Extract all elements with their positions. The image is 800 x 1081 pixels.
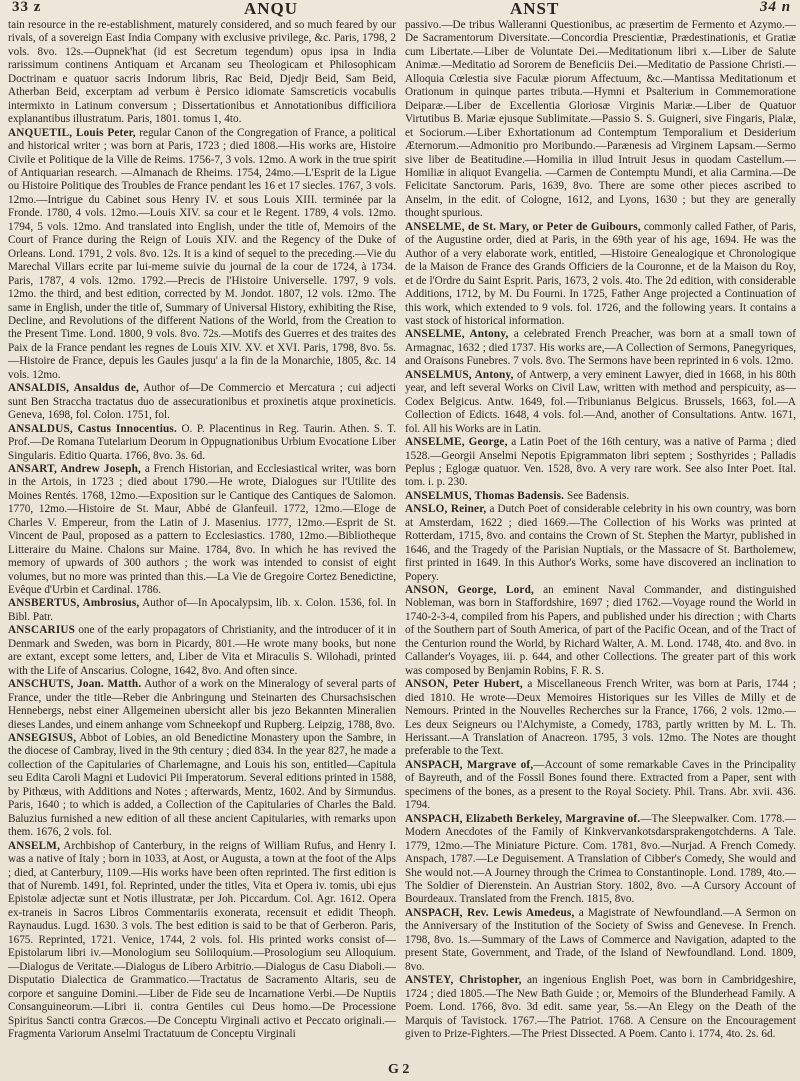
dictionary-entry — [8, 678, 396, 732]
entry-headword: ANSELM, — [8, 839, 61, 852]
entry-text: a French Historian, and Ecclesiastical writer, was born in the Artois, in 1723 ; died about 1790.—He wrote, Dialogues sur l'Utilite des Moines Rentés. 1768, 12mo.—Exposition sur le Cantique des Cantiques de Salomon. 1770, 12mo.—Histoire de St. Maur, Abbé de Glanfeuil. 1772, 12mo.—Eloge de Charles V. Empereur, from the Latin of J. Masenius. 1777, 12mo.—Esprit de St. Vincent de Paul, proposed as a pattern to Ecclesiastics. 1780, 12mo.—Bibliotheque Litteraire du Maine. Chalons sur Maine. 1784, 8vo. In which he has revived the memory of upwards of 300 authors ; the work was intended to consist of eight volumes, but no more was printed than this.—La Vie de Gregoire Cortez Benedictine, Evêque d'Urbin et Cardinal. 1786. — [8, 462, 396, 597]
entry-text: tain resource in the re-establishment, maturely considered, and so much feared by our rivals, of a sovereign East India Company with exclusive privilege, &c. Paris, 1798, 2 vols. 8vo. 12s.—Oupnek'hat (id est Secretum tegendum) opus ipsa in India rarissimum continens Antiquam et Arcanam seu Theologicam et Philosophicam Doctrinam e quatuor sacris Indorum libris, Rac Beid, Djedjr Beid, Sam Beid, Atherban Beid, excerptam ad verbum è Persico idiomate Samscreticis vocabulis intermixto in Latinum conversum ; Dissertationibus et Annotationibus difficiliora explanantibus illustratum. Paris, 1801. tomus 1, 4to. — [8, 19, 396, 126]
entry-headword: ANQUETIL, Louis Peter, — [8, 126, 136, 139]
entry-text: Abbot of Lobies, an old Benedictine Monastery upon the Sambre, in the diocese of Cambray, lived in the 9th century ; died 834. In the year 827, he made a collection of the Capitularies of Charlemagne, and Louis his son, entitled—Capitula seu Edita Caroli Magni et Ludovici Pii Imperatorum. Several editions printed in 1588, by Pithœus, with Additions and Notes ; afterwards, Mentz, 1602. And by Sirmundus. Paris, 1640 ; to which is added, a Collection of the Capitularies of Charles the Bald. Baluzius furnished a new edition of all these ancient Capitularies, with remarks upon them. 1676, 2 vols. fol. — [8, 732, 396, 839]
page-number-right: 34 n — [760, 0, 792, 15]
entry-text: a Dutch Poet of considerable celebrity in his own country, was born at Amsterdam, 1622 ; died 1669.—The Collection of his Works was printed at Rotterdam, 1715, 8vo. and contains the Crown of St. Stephen the Martyr, published in 1646, and the Tragedy of the Parisian Nuptials, or the Massacre of St. Bartholemew, first printed in 1649. In this Author's Works, some have discovered an inclination to Popery. — [405, 503, 796, 583]
entry-headword: ANSALDUS, Castus Innocentius. — [8, 422, 177, 435]
entry-headword: ANSCARIUS — [8, 624, 76, 637]
entry-headword: ANSALDIS, Ansaldus de, — [8, 382, 140, 395]
entry-text: Archbishop of Canterbury, in the reigns of William Rufus, and Henry I. was a native of Italy ; born in 1033, at Aost, or Augusta, a town at the foot of the Alps ; died, at Canterbury, 1109.—His works have been often reprinted. The first edition is that of Nuremb. 1491, fol. Reprinted, under the titles, Vita et Opera iv. tomis, ubi ejus Epistolæ adjectæ sunt et Notis illustratæ, per Joh. Piccardum. Col. Agr. 1612. Opera ex-traneis in Sacros Libros Commentariis exonerata, recensuit et edidit Theoph. Raynaudus. Lugd. 1630. 3 vols. The best edition is said to be that of Gerberon. Paris, 1675. Reprinted, 1721. Venice, 1744, 2 vols. fol. His printed works consist of—Epistolarum libri iv.—Monologium seu Soliloquium.—Prosologium seu Alloquium.—Dialogus de Veritate.—Dialogus de Libero Arbitrio.—Dialogus de Casu Diaboli.—Disputatio Dialectica de Grammatico.—Tractatus de Sacramento Altaris, seu de corpore et sanguine Domini.—Liber de Fide seu de Incarnatione Verbi.—De Nuptiis Consanguineorum.—Libri ii. contra Gentiles cui Deus homo.—De Processione Spiritus Sancti contra Græcos.—De Conceptu Virginali activo et Peccato originali.—Fragmenta Variorum Anselmi Tractatuum de Conceptu Virginali — [8, 839, 396, 1040]
entry-headword: ANSPACH, Rev. Lewis Amedeus, — [405, 906, 575, 919]
entry-text: regular Canon of the Congregation of France, a political and historical writer ; was born at Paris, 1723 ; died 1808.—His works are, Histoire Civile et Politique de la Ville de Reims. 1756-7, 3 vols. 12mo. A work in the true spirit of Antiquarian research. —Almanach de Rheims. 1754, 24mo.—L'Esprit de la Ligue ou Histoire Politique des Troubles de France pendant les 16 et 17 siecles. 1767, 3 vols. 12mo.—Intrigue du Cabinet sous Henry IV. et sous Louis XIII. terminée par la Fronde. 1780, 4 vols. 12mo.—Louis XIV. sa cour et le Regent. 1789, 4 vols. 12mo. 1794, 5 vols. 12mo. And translated into English, under the title of, Memoirs of the Court of France during the Reign of Louis XIV. and the Regency of the Duke of Orleans. Lond. 1791, 2 vols. 8vo. 12s. It is a kind of sequel to the preceding.—Vie du Marechal Villars ecrite par lui-meme suivie du journal de la cour de 1724, à 1734. Paris, 1787, 4 vols. 12mo. 1792.—Precis de l'Histoire Universelle. 1797, 9 vols. 12mo. the third, and best edition, corrected by M. Jondot. 1807, 12 vols. 12mo. The same in English, under the title of, Summary of Universal History, exhibiting the Rise, Decline, and Revolutions of the different Nations of the World, from the Creation to the Present Time. Lond. 1800, 9 vols. 8vo. 72s.—Motifs des Guerres et des traites des Paix de la France pendant les regnes de Louis XIV. XV. et XVI. Paris, 1798, 8vo. 5s.—Histoire de France, depuis les Gaules jusqu' a la fin de la Monarchie, 1805, &c. 14 vols. 12mo. — [8, 126, 397, 381]
entry-headword: ANSELME, de St. Mary, or Peter de Guibours, — [405, 220, 641, 233]
entry-headword: ANSPACH, Elizabeth Berkeley, Margravine of. — [405, 812, 641, 825]
dictionary-entry — [8, 19, 396, 127]
entry-headword: ANSPACH, Margrave of, — [405, 758, 534, 771]
dictionary-entry — [405, 678, 796, 759]
entry-headword: ANSELMUS, Antony, — [405, 368, 514, 381]
dictionary-entry — [405, 813, 796, 907]
entry-headword: ANSEGISUS, — [8, 732, 77, 745]
page-number-left: 33 z — [12, 0, 42, 15]
dictionary-entry — [405, 974, 796, 1041]
entry-text: commonly called Father, of Paris, of the Augustine order, died at Paris, in the 69th year of his age, 1694. He was the Author of a very elaborate work, entitled, —Histoire Genealogique et Chronologique de la Maison de France des Grands Officiers de la Couronne, et de la Maison du Roy, et de l'Ordre du Saint Esprit. Paris, 1673, 2 vols. 4to. The 2d edition, with considerable Additions, 1712, by M. Du Fourni. In 1725, Father Ange projected a Continuation of this work, which extended to 9 vols. fol. 1726, and the following years. It contains a vast stock of historical information. — [405, 220, 796, 327]
entry-text: one of the early propagators of Christianity, and the introducer of it in Denmark and Sweden, was born in Picardy, 801.—He wrote many books, but none are extant, except some letters, and, Liber de Vita et Miraculis S. Wilohadi, printed with the Life of Anscarius. Cologne, 1642, 8vo. And often since. — [8, 624, 396, 677]
dictionary-entry — [405, 759, 796, 813]
entry-headword: ANSELME, Antony, — [405, 328, 509, 341]
dictionary-entry — [405, 328, 796, 368]
dictionary-entry — [405, 19, 796, 221]
dictionary-entry — [8, 423, 396, 463]
dictionary-entry — [8, 463, 396, 598]
running-head-left: ANQU — [244, 0, 299, 18]
right-column — [405, 19, 796, 1041]
entry-headword: ANSELME, George, — [405, 436, 508, 449]
entry-headword: ANSBERTUS, Ambrosius, — [8, 597, 140, 610]
dictionary-entry — [405, 221, 796, 329]
dictionary-entry — [8, 127, 396, 383]
entry-headword: ANSCHUTS, Joan. Matth. — [8, 678, 142, 691]
running-head-right: ANST — [510, 0, 560, 18]
entry-text: —The Sleepwalker. Com. 1778.—Modern Anecdotes of the Family of Kinkvervankotsdarsprakengotchderns. A Tale. 1779, 12mo.—The Miniature Picture. Com. 1781, 8vo.—Nurjad. A French Comedy. Anspach, 1787.—Le Deguisement. A Translation of Cibber's Comedy, She would and She would not.—A Journey through the Crimea to Constantinople. Lond. 1789, 4to.—The Soldier of Dierenstein. An Austrian Story. 1802, 8vo. —A Cursory Account of Bourdeaux. Translated from the French. 1815, 8vo. — [405, 812, 796, 906]
entry-text: O. P. Placentinus in Reg. Taurin. Athen. S. T. Prof.—De Romana Tutelarium Deorum in Oppugnationibus Urbium Evocatione Liber Singularis. Editio Quarta. 1766, 8vo. 3s. 6d. — [8, 422, 396, 462]
entry-text: Author of—De Commercio et Mercatura ; cui adjecti sunt Ben Straccha tractatus duo de assecurationibus et proxinetis atque proxineticis. Geneva, 1698, fol. Colon. 1751, fol. — [8, 382, 397, 422]
entry-text: a Miscellaneous French Writer, was born at Paris, 1744 ; died 1810. He wrote—Deux Memoires Historiques sur les Villes de Milly et de Nemours. Printed in the Nouvelles Recherches sur la France, 1766, 2 vols. 12mo.—Les deux Seigneurs ou l'Alchymiste, a Comedy, 1783, partly written by M. L. Th. Herissant.—A Translation of Anacreon. 1795, 3 vols. 12mo. The Notes are thought preferable to the Text. — [405, 678, 796, 758]
entry-text: —Account of some remarkable Caves in the Principality of Bayreuth, and of the Fossil Bones found there. Extracted from a Paper, sent with specimens of the bones, as a present to the Royal Society. Phil. Trans. Abr. xvii. 436. 1794. — [405, 758, 796, 812]
entry-text: Author of—In Apocalypsim, lib. x. Colon. 1536, fol. In Bibl. Patr. — [8, 597, 396, 623]
dictionary-entry — [405, 436, 796, 490]
entry-text: of Antwerp, a very eminent Lawyer, died in 1668, in his 80th year, and left several Works on Civil Law, written with method and perspicuity, as—Codex Belgicus. Antw. 1649, fol.—Tribunianus Belgicus. Brussels, 1663, fol.—A Collection of Edicts. 1648, 4 vols. fol.—And, another of Consultations. Antw. 1671, fol. All his Works are in Latin. — [405, 368, 796, 435]
entry-headword: ANSTEY, Christopher, — [405, 974, 522, 987]
dictionary-entry — [8, 732, 396, 840]
entry-text: See Badensis. — [564, 489, 630, 502]
entry-headword: ANSON, George, Lord, — [405, 584, 534, 597]
entry-text: passivo.—De tribus Walleranni Questionibus, ac præsertim de Fermento et Azymo.—De Sacramentorum Diversitate.—Concordia Prescientiæ, Prædestinationis, et Gratiæ cum Libertate.—Liber de Voluntate Dei.—Meditationum libri x.—Liber de Salute Animæ.—Meditatio ad Sororem de Beneficiis Dei.—Meditatio de Passione Christi.—Alloquia Cœlestia sive Faculæ piorum Affectuum, &c.—Mantissa Meditationum et Orationum in quinque partes tributa.—Hymni et Psalterium in Commemoratione Deiparæ.—Liber de Excellentia Gloriosæ Virginis Mariæ.—Liber de Quatuor Virtutibus B. Mariæ ejusque Sublimitate.—Passio S. S. Guigneri, sive Fingaris, Pialæ, et Sociorum.—Liber Exhortationum ad Contemptum Temporalium et Desiderium Æternorum.—Admonitio pro Moribundo.—Parænesis ad Virginem Lapsam.—Sermo sive liber de Beatitudine.—Homilia in illud Intruit Jesus in quodam Castellum.—Homiliæ in aliquot Evangelia. —Carmen de Contemptu Mundi, et alia Carmina.—De Felicitate Sanctorum. Paris, 1639, 8vo. There are some other pieces ascribed to Anselm, in the edit. of Cologne, 1612, and Lyons, 1630 ; but they are generally thought spurious. — [405, 19, 796, 220]
entry-headword: ANSLO, Reiner, — [405, 503, 487, 516]
entry-text: an eminent Naval Commander, and distinguished Nobleman, was born in Staffordshire, 1697 ; died 1762.—Voyage round the World in 1740-2-3-4, compiled from his Papers, and published under his direction ; with Charts of the Southern part of South America, of part of the Pacific Ocean, and of the Tract of the Centurion round the World, by Richard Walter, A. M. Lond. 1748, 4to. and 8vo. in Callander's Voyages, iii. p. 644, and other Collections. The greater part of this work was composed by Benjamin Robins, F. R. S. — [405, 584, 796, 677]
entry-text: a Latin Poet of the 16th century, was a native of Parma ; died 1528.—Georgii Anselmi Nepotis Epigrammaton libri septem ; Sosthyrides ; Palladis Peplus ; Eglogæ quatuor. Ven. 1528, 8vo. A very rare work. See also Inter Poet. Ital. tom. i. p. 230. — [405, 436, 796, 489]
dictionary-entry — [8, 624, 396, 678]
dictionary-entry — [405, 490, 796, 503]
entry-headword: ANSART, Andrew Joseph, — [8, 462, 142, 475]
dictionary-entry — [8, 840, 396, 1042]
dictionary-entry — [405, 369, 796, 436]
dictionary-entry — [8, 597, 396, 624]
entry-headword: ANSELMUS, Thomas Badensis. — [405, 489, 565, 502]
entry-text: an ingenious English Poet, was born in Cambridgeshire, 1724 ; died 1805.—The New Bath Guide ; or, Memoirs of the Blunderhead Family. A Poem. Lond. 1766, 8vo. 3d edit. same year, 5s.—An Elegy on the Death of the Marquis of Tavistock. 1767.—The Patriot. 1768. A Censure on the Encouragement given to Prize-Fighters.—The Priest Dissected. A Poem. Canto i. 1774, 4to. 2s. 6d. — [405, 974, 796, 1040]
dictionary-entry — [8, 382, 396, 422]
entry-text: Author of a work on the Mineralogy of several parts of France, under the title—Reber die Anbringung und Steinarten des Chursachsischen Hennebergs, nebst einer Allgemeinen ubersicht aller bis jezo Bekannten Mineralien dieses Landes, und einem anhange vom Schneekopf und Rupberg. Leipzig, 1788, 8vo. — [8, 678, 396, 731]
running-header — [0, 2, 800, 18]
entry-text: a Magistrate of Newfoundland.—A Sermon on the Anniversary of the Institution of the Society of Swiss and Genevese. In French. 1798, 8vo. 1s.—Summary of the Laws of Commerce and Navigation, adapted to the present State, Government, and Trade, of the Island of Newfoundland. Lond. 1809, 8vo. — [405, 906, 796, 973]
dictionary-entry — [405, 907, 796, 974]
entry-text: a celebrated French Preacher, was born at a small town of Armagnac, 1632 ; died 1737. His works are,—A Collection of Sermons, Panegyriques, and Oraisons Funebres. 7 vols. 8vo. The Sermons have been reprinted in 6 vols. 12mo. — [405, 328, 796, 368]
entry-headword: ANSON, Peter Hubert, — [405, 678, 523, 691]
left-column — [8, 19, 396, 1041]
signature-mark: G 2 — [388, 1062, 410, 1077]
dictionary-entry — [405, 584, 796, 678]
dictionary-entry — [405, 503, 796, 584]
